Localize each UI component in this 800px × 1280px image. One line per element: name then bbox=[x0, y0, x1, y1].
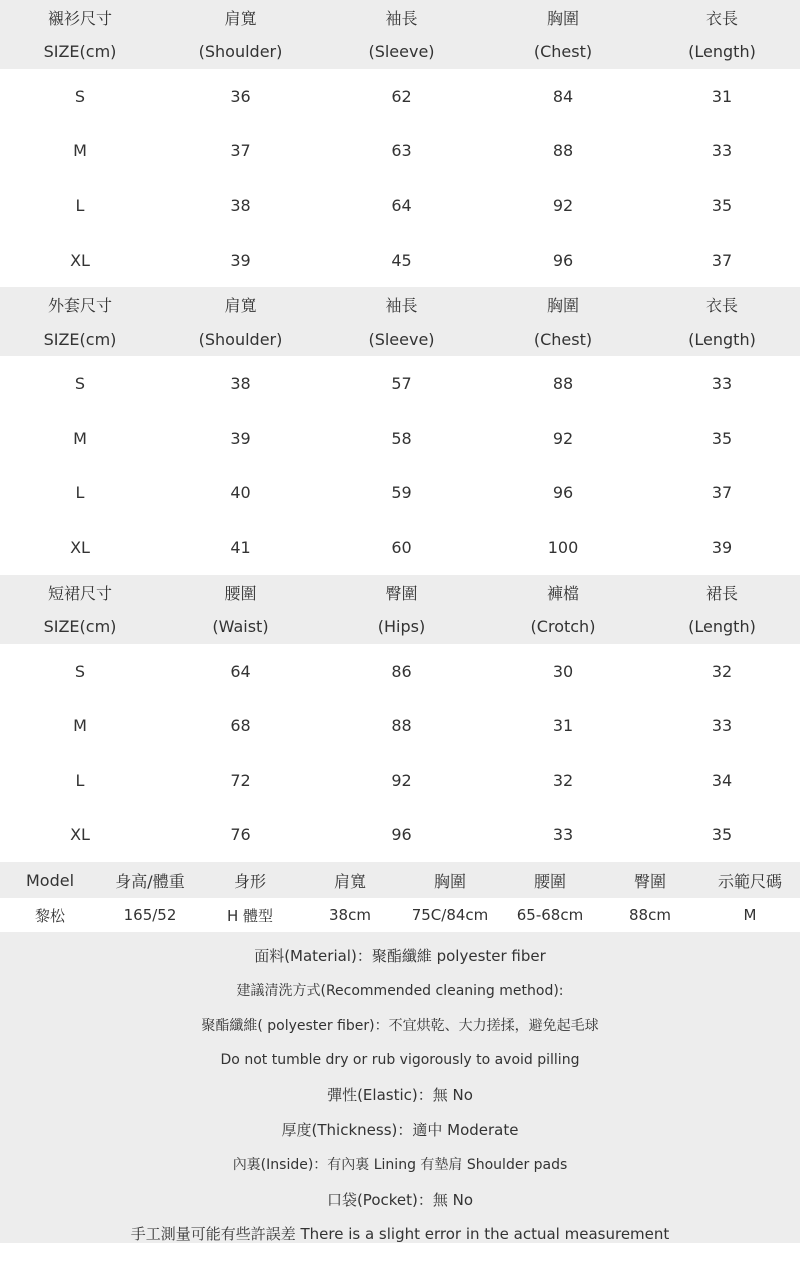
length-value: 39 bbox=[711, 537, 733, 557]
table-row bbox=[0, 356, 800, 411]
table-row bbox=[0, 233, 800, 288]
model-header-height-weight: 身高/體重 bbox=[115, 871, 185, 891]
chest-value: 92 bbox=[552, 428, 574, 448]
sleeve-value: 45 bbox=[391, 250, 412, 270]
shirt-header-size-cm: SIZE(cm) bbox=[43, 42, 117, 62]
pocket-line: 口袋(Pocket)：無 No bbox=[326, 1190, 474, 1209]
shirt-header-chest-en: (Chest) bbox=[533, 42, 593, 62]
chest-value: 96 bbox=[552, 483, 574, 503]
crotch-value: 32 bbox=[552, 770, 574, 790]
chest-value: 100 bbox=[547, 537, 579, 557]
skirt-header-hips: 臀圍 bbox=[385, 583, 418, 603]
skirt-size-table bbox=[0, 575, 800, 862]
size-label: XL bbox=[70, 250, 90, 270]
size-label: L bbox=[75, 770, 85, 790]
model-header-waist: 腰圍 bbox=[533, 871, 566, 891]
cleaning-method-heading: 建議清洗方式(Recommended cleaning method): bbox=[236, 983, 564, 1000]
model-header-hips: 臀圍 bbox=[633, 871, 666, 891]
chest-value: 88 bbox=[552, 374, 574, 394]
hips-value: 96 bbox=[391, 825, 412, 845]
sleeve-value: 62 bbox=[391, 86, 412, 106]
size-label: M bbox=[73, 141, 87, 161]
skirt-header-size-cm: SIZE(cm) bbox=[43, 617, 117, 636]
model-waist: 65-68cm bbox=[516, 906, 584, 925]
model-hips: 88cm bbox=[629, 906, 671, 925]
length-value: 31 bbox=[711, 86, 733, 106]
skirt-header-row-1 bbox=[0, 575, 800, 610]
sleeve-value: 64 bbox=[391, 195, 412, 215]
jacket-header-length: 衣長 bbox=[705, 296, 738, 316]
model-value-row bbox=[0, 898, 800, 932]
model-header-size: 示範尺碼 bbox=[717, 871, 782, 891]
length-value: 33 bbox=[711, 141, 733, 161]
shoulder-value: 39 bbox=[230, 250, 251, 270]
crotch-value: 30 bbox=[552, 661, 574, 681]
shoulder-value: 40 bbox=[230, 483, 251, 503]
model-header-name: Model bbox=[25, 870, 75, 890]
length-value: 37 bbox=[711, 483, 733, 503]
shoulder-value: 41 bbox=[230, 537, 251, 557]
size-label: S bbox=[74, 374, 86, 394]
length-value: 35 bbox=[711, 195, 733, 215]
length-value: 32 bbox=[711, 661, 733, 681]
chest-value: 96 bbox=[552, 250, 574, 270]
hips-value: 88 bbox=[391, 716, 412, 736]
shirt-header-chest: 胸圍 bbox=[546, 8, 579, 28]
table-row bbox=[0, 411, 800, 466]
waist-value: 68 bbox=[230, 716, 251, 736]
waist-value: 72 bbox=[230, 770, 251, 790]
skirt-header-length-en: (Length) bbox=[688, 617, 756, 636]
crotch-value: 31 bbox=[552, 716, 574, 736]
model-body-type: H 體型 bbox=[226, 906, 274, 925]
hips-value: 86 bbox=[391, 661, 412, 681]
inside-line: 內裏(Inside)：有內裏 Lining 有墊肩 Shoulder pads bbox=[232, 1157, 568, 1174]
model-height-weight: 165/52 bbox=[123, 906, 177, 925]
shirt-header-sleeve: 袖長 bbox=[385, 8, 418, 28]
model-name: 黎松 bbox=[34, 906, 65, 925]
jacket-header-chest: 胸圍 bbox=[546, 296, 579, 316]
cleaning-method-en: Do not tumble dry or rub vigorously to avoid pilling bbox=[220, 1051, 580, 1068]
sleeve-value: 57 bbox=[391, 374, 412, 394]
length-value: 35 bbox=[711, 825, 733, 845]
jacket-header-size-cm: SIZE(cm) bbox=[43, 329, 117, 349]
jacket-size-table bbox=[0, 287, 800, 574]
table-row bbox=[0, 178, 800, 233]
model-shoulder: 38cm bbox=[329, 906, 371, 925]
skirt-header-crotch-en: (Crotch) bbox=[530, 617, 596, 636]
size-label: XL bbox=[70, 537, 90, 557]
shoulder-value: 39 bbox=[230, 428, 251, 448]
shirt-header-label: 襯衫尺寸 bbox=[47, 8, 112, 28]
crotch-value: 33 bbox=[552, 825, 574, 845]
model-header-chest: 胸圍 bbox=[433, 871, 466, 891]
sleeve-value: 58 bbox=[391, 428, 412, 448]
length-value: 33 bbox=[711, 716, 733, 736]
shirt-header-sleeve-en: (Sleeve) bbox=[368, 42, 435, 62]
sleeve-value: 60 bbox=[391, 537, 412, 557]
size-label: XL bbox=[70, 825, 90, 845]
table-row bbox=[0, 753, 800, 808]
chest-value: 92 bbox=[552, 195, 574, 215]
size-label: M bbox=[73, 716, 87, 736]
model-chest: 75C/84cm bbox=[411, 906, 489, 925]
length-value: 35 bbox=[711, 428, 733, 448]
model-header-row bbox=[0, 862, 800, 898]
sleeve-value: 59 bbox=[391, 483, 412, 503]
skirt-header-length: 裙長 bbox=[705, 583, 738, 603]
measurement-error-note: 手工測量可能有些許誤差 There is a slight error in the actual measurement bbox=[130, 1225, 670, 1244]
skirt-header-waist: 腰圍 bbox=[224, 583, 257, 603]
model-size: M bbox=[743, 906, 757, 925]
jacket-header-label: 外套尺寸 bbox=[47, 296, 112, 316]
jacket-header-chest-en: (Chest) bbox=[533, 329, 593, 349]
sleeve-value: 63 bbox=[391, 141, 412, 161]
skirt-header-label: 短裙尺寸 bbox=[47, 583, 112, 603]
jacket-header-shoulder: 肩寬 bbox=[224, 296, 257, 316]
skirt-header-row-2 bbox=[0, 609, 800, 644]
shirt-size-table bbox=[0, 0, 800, 287]
shirt-header-length-en: (Length) bbox=[688, 42, 756, 62]
size-label: S bbox=[74, 661, 86, 681]
model-info-table bbox=[0, 862, 800, 932]
shoulder-value: 36 bbox=[230, 86, 251, 106]
elastic-line: 彈性(Elastic)：無 No bbox=[327, 1086, 473, 1105]
size-label: L bbox=[75, 483, 85, 503]
table-row bbox=[0, 520, 800, 575]
skirt-header-crotch: 褲檔 bbox=[546, 583, 579, 603]
waist-value: 76 bbox=[230, 825, 251, 845]
jacket-header-row-1 bbox=[0, 287, 800, 322]
size-label: S bbox=[74, 86, 86, 106]
table-row bbox=[0, 698, 800, 753]
size-label: L bbox=[75, 195, 85, 215]
size-label: M bbox=[73, 428, 87, 448]
shoulder-value: 38 bbox=[230, 195, 251, 215]
chest-value: 88 bbox=[552, 141, 574, 161]
shirt-header-length: 衣長 bbox=[705, 8, 738, 28]
jacket-header-sleeve: 袖長 bbox=[385, 296, 418, 316]
table-row bbox=[0, 808, 800, 863]
jacket-header-sleeve-en: (Sleeve) bbox=[368, 329, 435, 349]
table-row bbox=[0, 124, 800, 179]
jacket-header-length-en: (Length) bbox=[688, 329, 756, 349]
table-row bbox=[0, 69, 800, 124]
jacket-header-shoulder-en: (Shoulder) bbox=[198, 329, 283, 349]
shirt-header-row-1 bbox=[0, 0, 800, 35]
model-header-shoulder: 肩寬 bbox=[333, 871, 366, 891]
product-info-panel bbox=[0, 932, 800, 1243]
table-row bbox=[0, 644, 800, 699]
length-value: 34 bbox=[711, 770, 733, 790]
table-row bbox=[0, 466, 800, 521]
shirt-header-shoulder: 肩寬 bbox=[224, 8, 257, 28]
chest-value: 84 bbox=[552, 86, 574, 106]
jacket-header-row-2 bbox=[0, 322, 800, 357]
model-header-body-type: 身形 bbox=[233, 871, 266, 891]
thickness-line: 厚度(Thickness)：適中 Moderate bbox=[281, 1121, 519, 1139]
shirt-header-shoulder-en: (Shoulder) bbox=[198, 42, 283, 62]
material-line: 面料(Material)：聚酯纖維 polyester fiber bbox=[254, 947, 546, 966]
skirt-header-waist-en: (Waist) bbox=[212, 617, 269, 636]
shirt-header-row-2 bbox=[0, 35, 800, 70]
length-value: 33 bbox=[711, 374, 733, 394]
length-value: 37 bbox=[711, 250, 733, 270]
cleaning-method-zh: 聚酯纖維( polyester fiber)：不宜烘乾、大力搓揉，避免起毛球 bbox=[201, 1018, 599, 1035]
waist-value: 64 bbox=[230, 661, 251, 681]
hips-value: 92 bbox=[391, 770, 412, 790]
shoulder-value: 38 bbox=[230, 374, 251, 394]
skirt-header-hips-en: (Hips) bbox=[377, 617, 426, 636]
shoulder-value: 37 bbox=[230, 141, 251, 161]
